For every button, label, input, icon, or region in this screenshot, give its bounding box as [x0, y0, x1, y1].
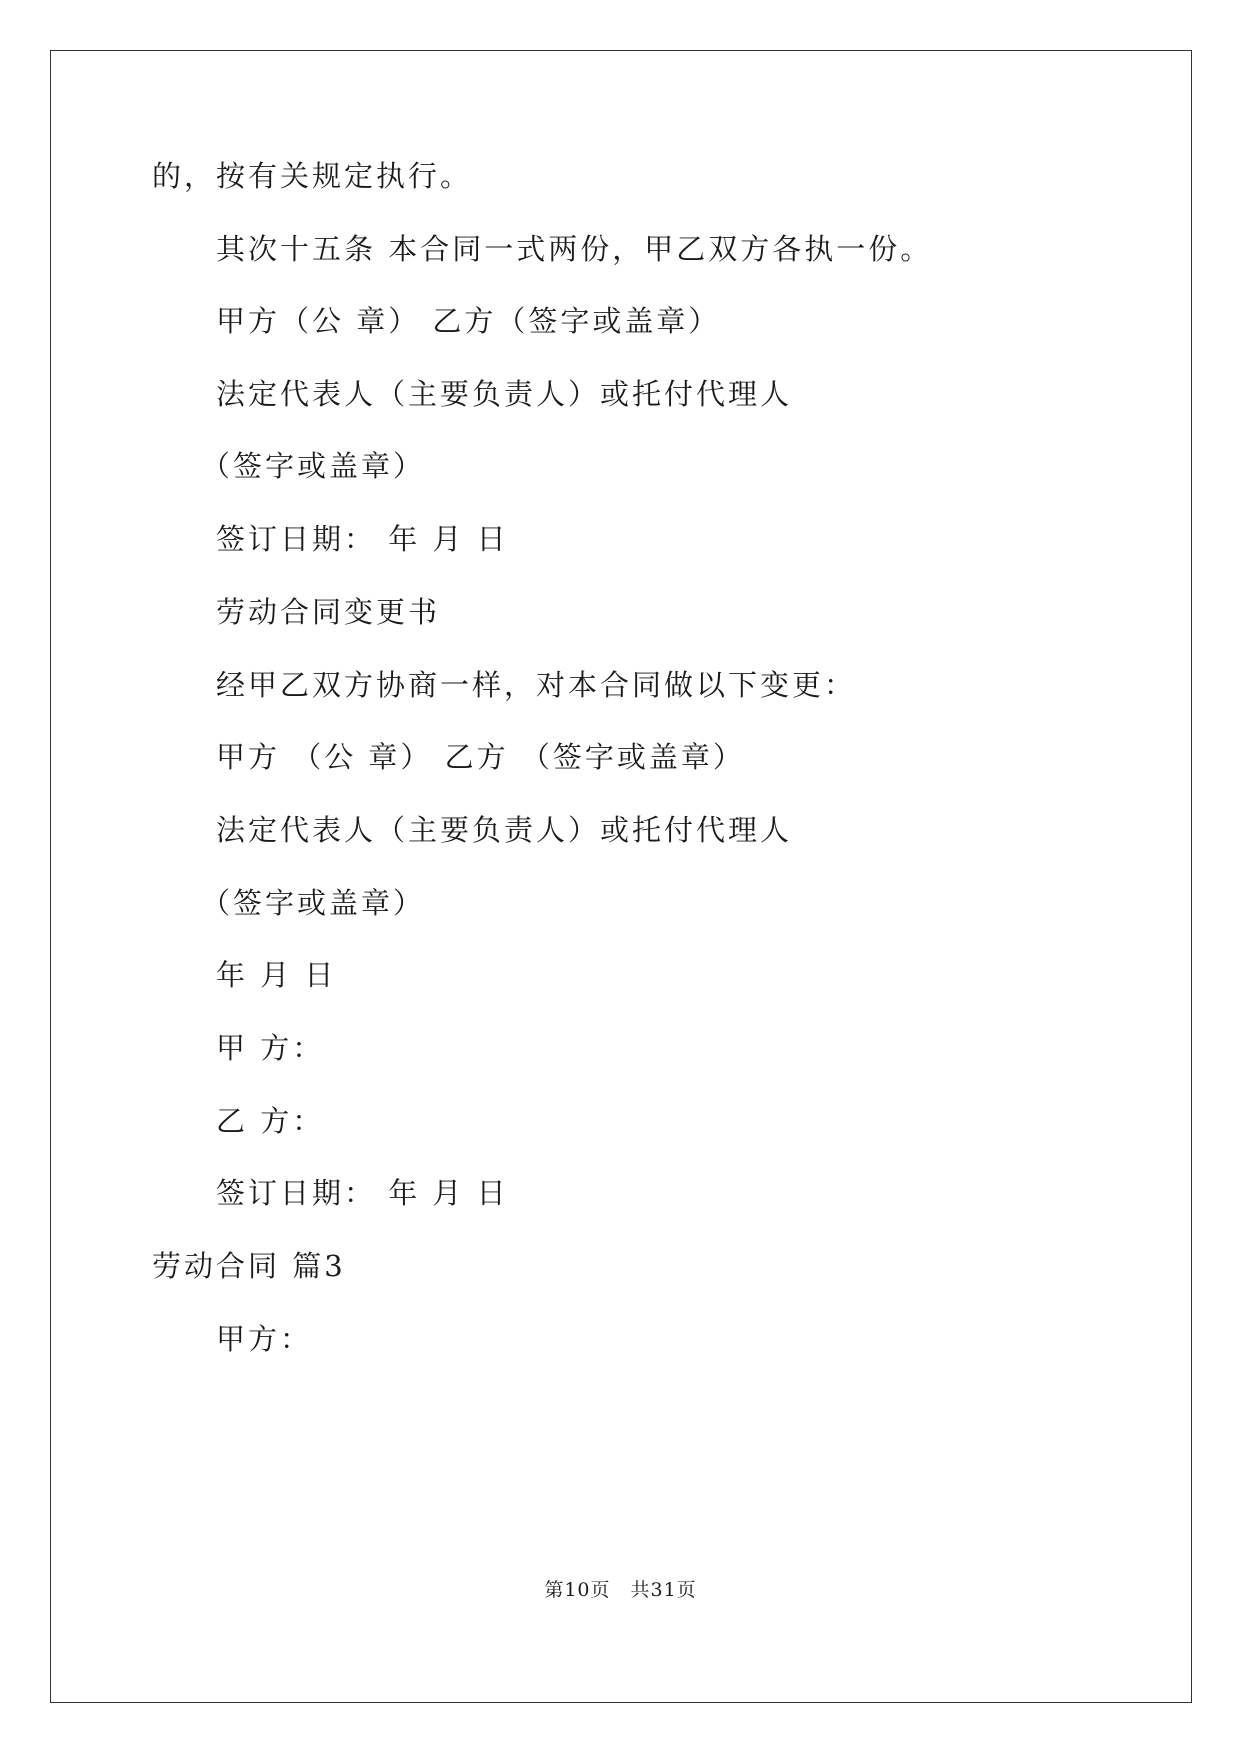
- section-heading: 劳动合同变更书: [216, 595, 441, 629]
- text-line: 法定代表人（主要负责人）或托付代理人: [216, 377, 793, 411]
- text-line: 其次十五条 本合同一式两份，甲乙双方各执一份。: [216, 232, 933, 266]
- page-frame: [50, 50, 1192, 1703]
- text-line: 甲方（公 章） 乙方（签字或盖章）: [216, 304, 721, 338]
- text-line: 甲 方：: [216, 1031, 325, 1065]
- text-line: 经甲乙双方协商一样，对本合同做以下变更：: [216, 668, 857, 702]
- text-line: （签字或盖章）: [201, 886, 426, 920]
- page-number-footer: 第10页 共31页: [544, 1579, 697, 1601]
- text-line: （签字或盖章）: [201, 449, 426, 483]
- text-line: 乙 方：: [216, 1104, 325, 1138]
- text-line: 甲方 （公 章） 乙方 （签字或盖章）: [216, 740, 745, 774]
- text-line: 签订日期： 年 月 日: [216, 1176, 509, 1210]
- text-line: 甲方：: [216, 1322, 313, 1356]
- section-heading: 劳动合同 篇3: [152, 1249, 346, 1283]
- text-line: 的，按有关规定执行。: [152, 159, 473, 193]
- text-line: 法定代表人（主要负责人）或托付代理人: [216, 813, 793, 847]
- text-line: 年 月 日: [216, 958, 337, 992]
- text-line: 签订日期： 年 月 日: [216, 522, 509, 556]
